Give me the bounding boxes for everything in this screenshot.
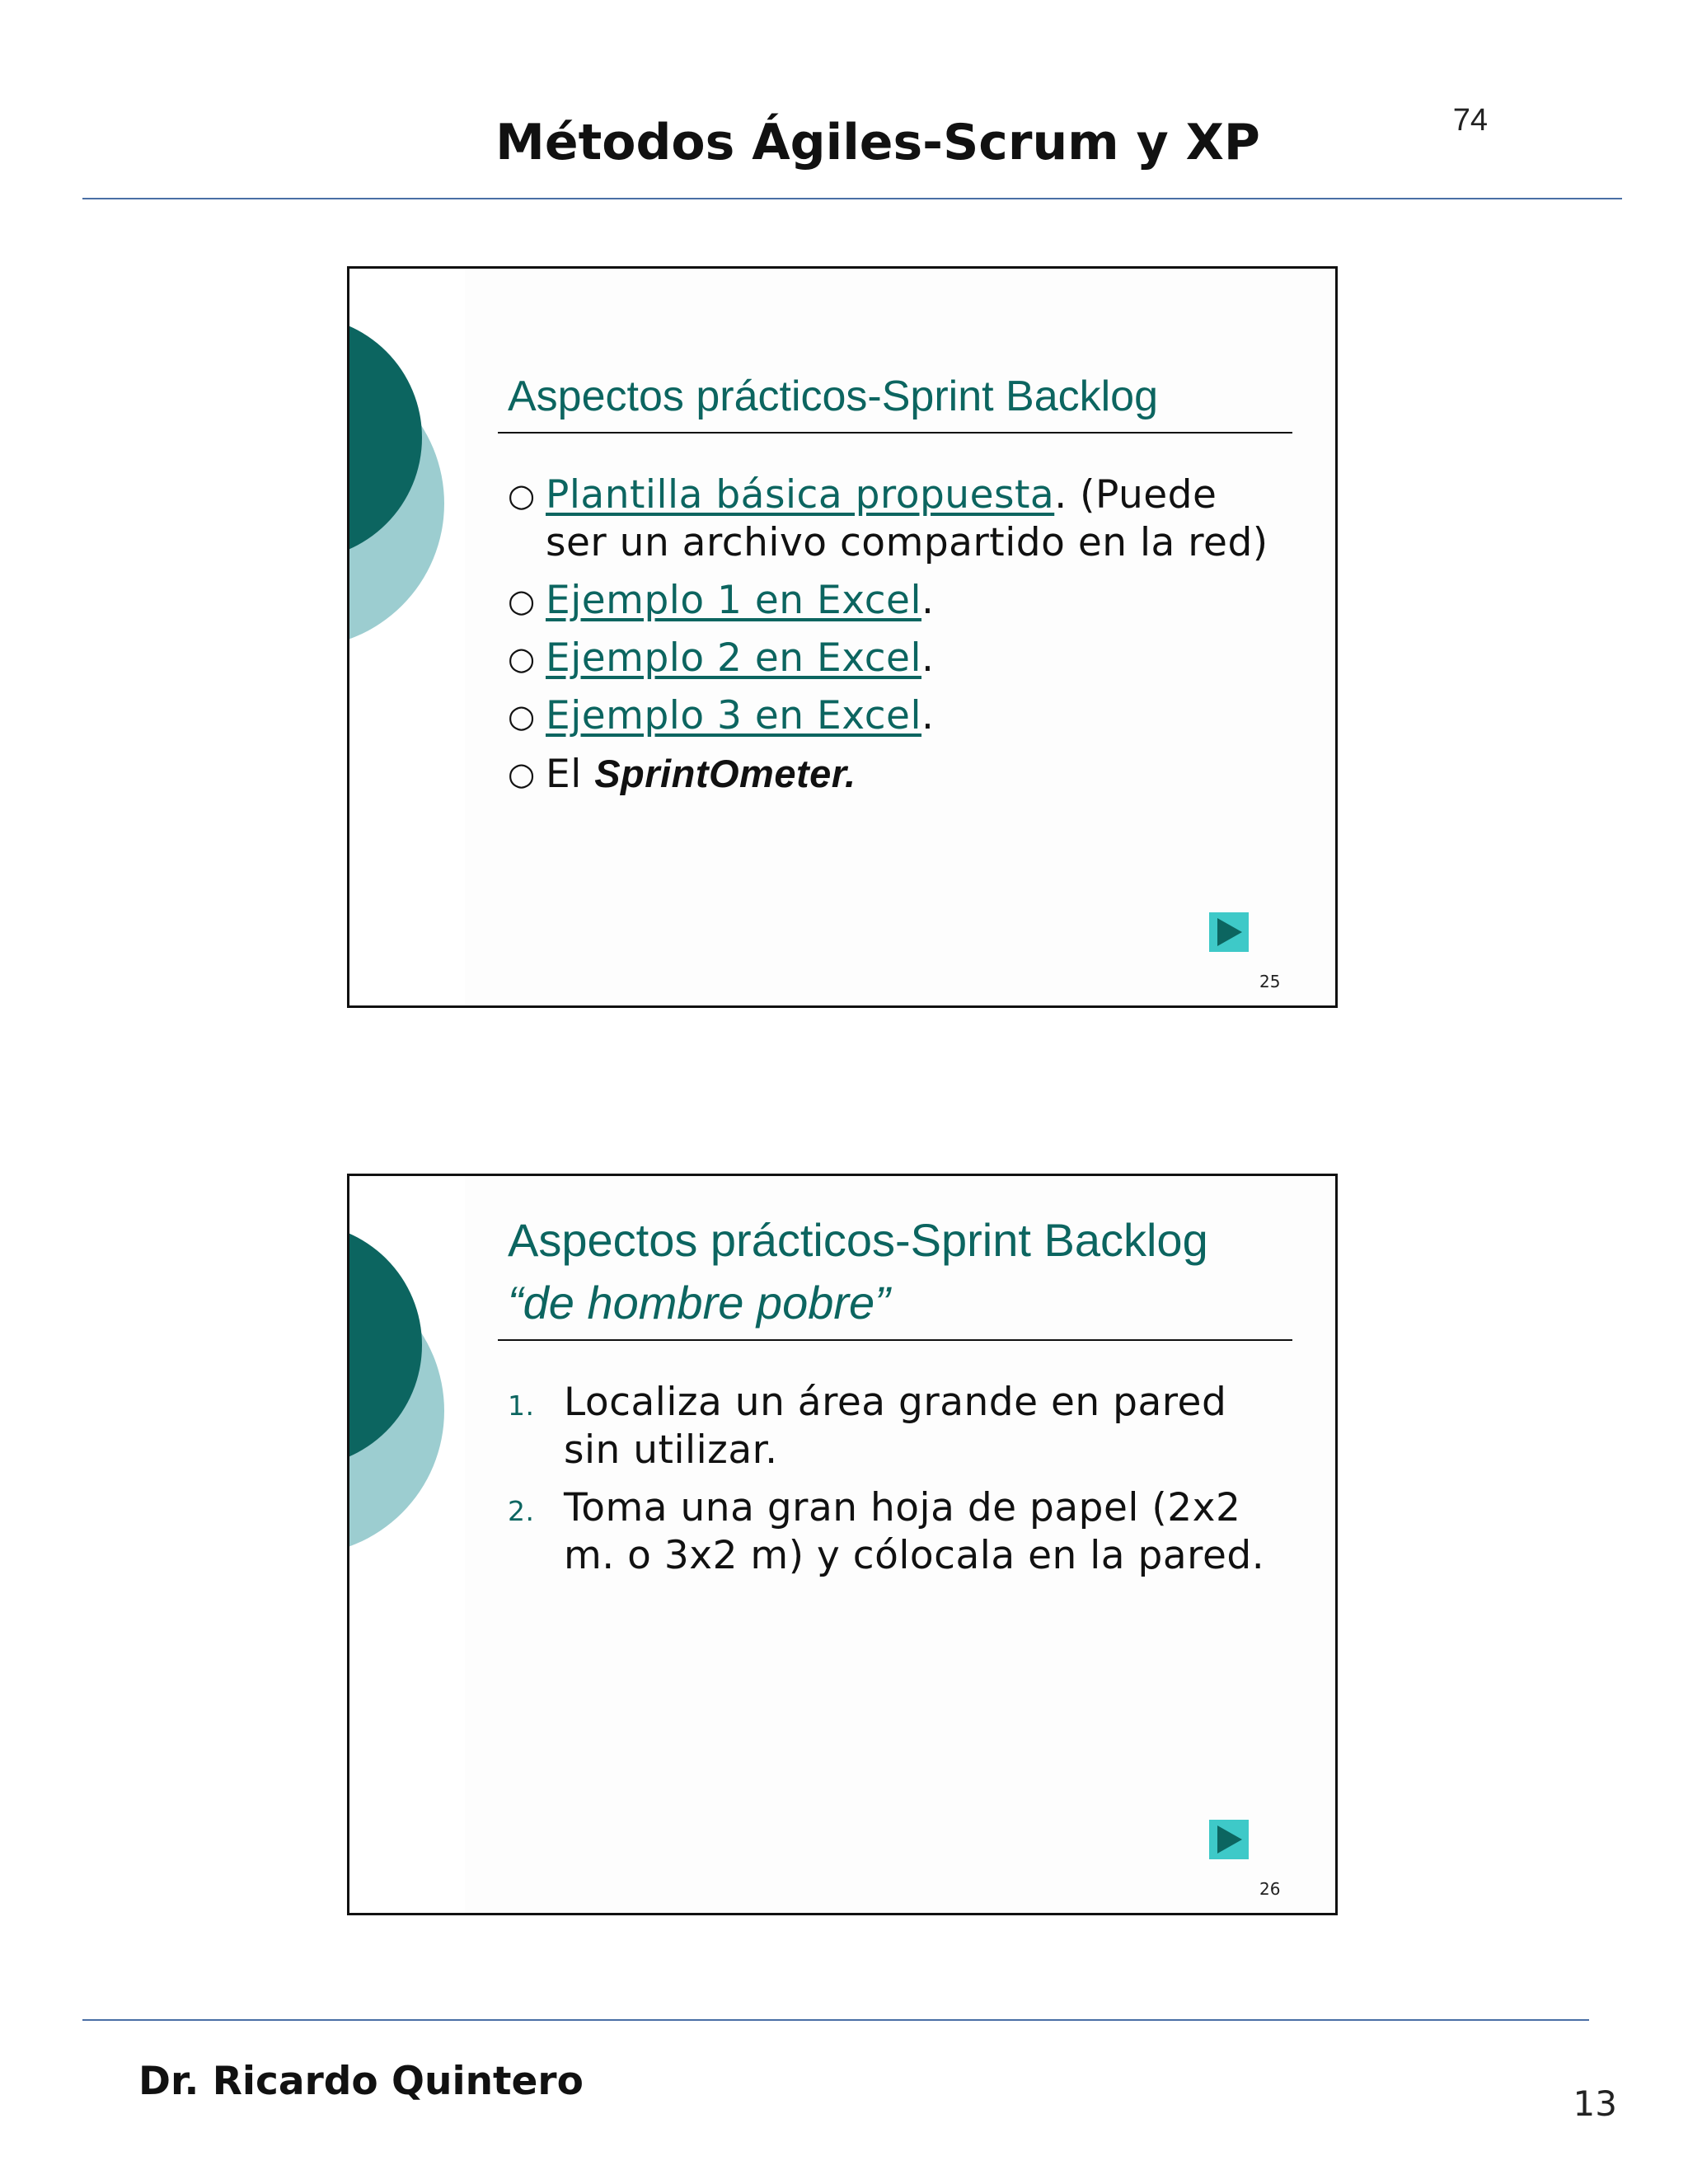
header-page-number: 74 [1452, 103, 1488, 138]
list-item [508, 1379, 1274, 1474]
sprintometer-text: SprintOmeter. [594, 752, 856, 795]
footer-divider [82, 2019, 1589, 2021]
slide-25 [347, 266, 1338, 1008]
slide-26 [347, 1174, 1338, 1915]
footer-page-number: 13 [1573, 2083, 1617, 2124]
slide-title-text: Aspectos prácticos-Sprint Backlog [508, 1214, 1208, 1266]
header-divider [82, 198, 1622, 199]
list-item [508, 635, 1274, 682]
next-slide-button[interactable] [1209, 1820, 1249, 1859]
list-item-text: . [921, 693, 935, 738]
play-arrow-icon [1209, 912, 1249, 952]
slide-subtitle: “de hombre pobre” [508, 1276, 890, 1329]
list-item [508, 1484, 1274, 1580]
numbered-list [508, 1379, 1274, 1590]
list-item [508, 750, 1274, 799]
bullet-marker: ○ [508, 583, 536, 619]
list-number: 2. [508, 1495, 535, 1527]
slide-number: 25 [1259, 972, 1281, 991]
slide-number: 26 [1259, 1879, 1281, 1899]
list-item-text: Localiza un área grande en pared sin utilizar. [564, 1380, 1227, 1473]
list-item-text: El [546, 752, 595, 797]
list-item-text: . (Puede ser un archivo compartido en la red) [546, 472, 1268, 565]
bullet-marker: ○ [508, 477, 536, 513]
slide-title [508, 1209, 1299, 1333]
page-title: Métodos Ágiles-Scrum y XP [495, 114, 1260, 171]
decorative-circles [349, 269, 465, 648]
footer-author: Dr. Ricardo Quintero [138, 2059, 584, 2104]
slide-title-divider [498, 432, 1292, 434]
link-ejemplo-2[interactable]: Ejemplo 2 en Excel [546, 635, 922, 681]
slide-title-divider [498, 1339, 1292, 1341]
list-item-text: . [921, 578, 935, 623]
link-ejemplo-3[interactable]: Ejemplo 3 en Excel [546, 693, 922, 738]
list-item [508, 577, 1274, 625]
bullet-list [508, 471, 1274, 808]
list-number: 1. [508, 1390, 535, 1422]
bullet-marker: ○ [508, 698, 536, 734]
list-item [508, 692, 1274, 740]
play-arrow-icon [1209, 1820, 1249, 1859]
next-slide-button[interactable] [1209, 912, 1249, 952]
list-item-text: Toma una gran hoja de papel (2x2 m. o 3x2 m) y cólocala en la pared. [564, 1485, 1265, 1578]
list-item [508, 471, 1274, 567]
list-item-text: . [921, 635, 935, 681]
slide-title: Aspectos prácticos-Sprint Backlog [508, 373, 1159, 420]
link-plantilla-basica[interactable]: Plantilla básica propuesta [546, 472, 1055, 518]
link-ejemplo-1[interactable]: Ejemplo 1 en Excel [546, 578, 922, 623]
decorative-circles [349, 1176, 465, 1555]
bullet-marker: ○ [508, 756, 536, 792]
bullet-marker: ○ [508, 640, 536, 677]
